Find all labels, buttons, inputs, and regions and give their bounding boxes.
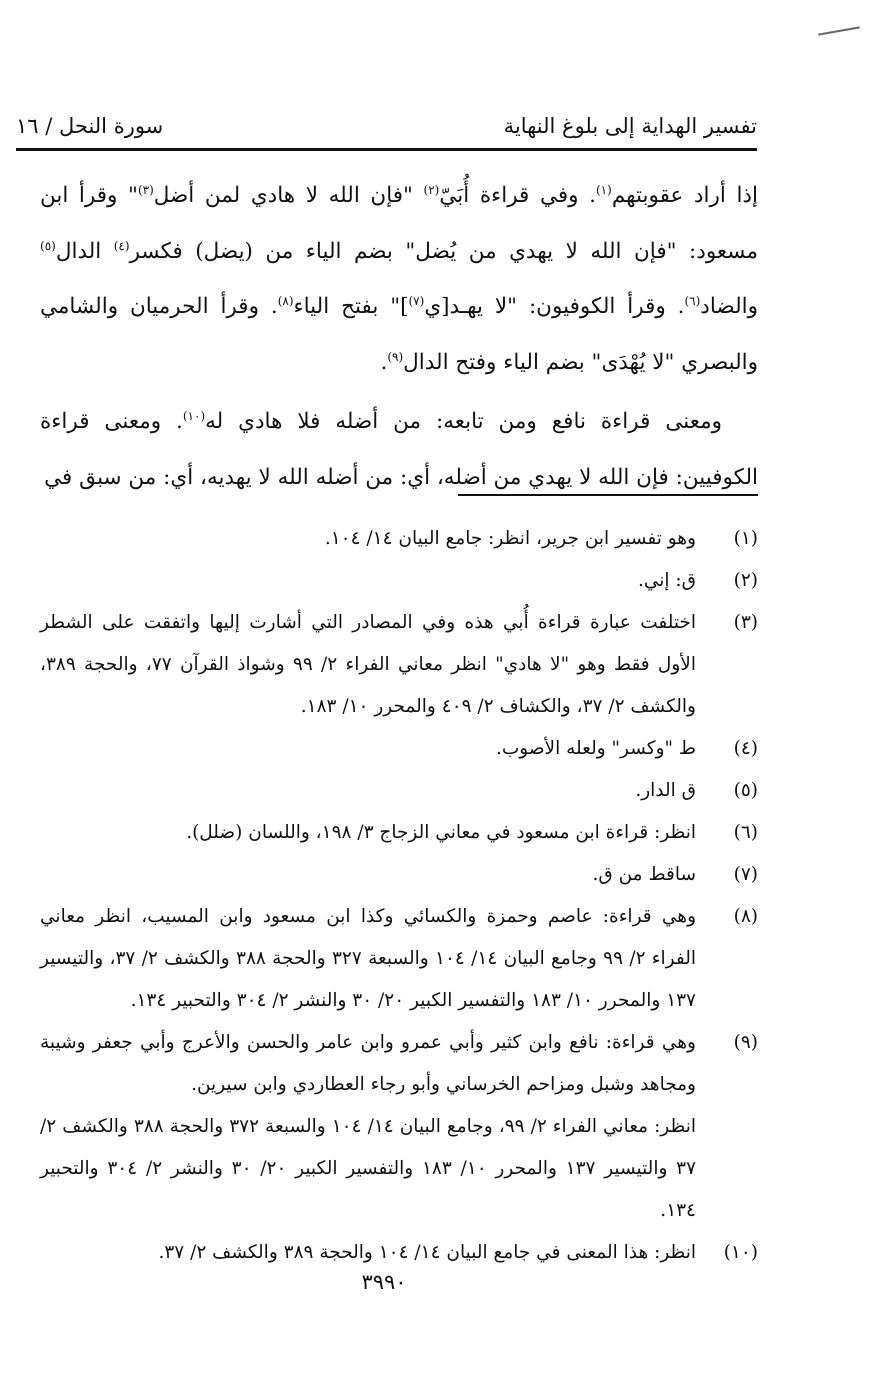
footnote-number: (٥) [733, 780, 758, 801]
footnote-item [40, 770, 758, 812]
footnote-text: ط "وكسر" ولعله الأصوب. [495, 738, 696, 759]
footnote-text: ق: إني. [637, 570, 696, 591]
footnote-number: (٢) [733, 570, 758, 591]
text-run: ومعنى قراءة نافع ومن تابعه: من أضله فلا هادي له [205, 409, 723, 434]
footnote-item [40, 560, 758, 602]
page-number: ٣٩٩٠ [361, 1270, 407, 1294]
footnote-number: (٤) [733, 738, 758, 759]
footnote-ref[interactable]: (٩) [387, 349, 404, 364]
footnote-item [40, 854, 758, 896]
footnote-text-continued: انظر: معاني الفراء ٢/ ٩٩، وجامع البيان ١٤/ ١٠٤ والسبعة ٣٧٢ والحجة ٣٨٨ والكشف ٢/ ٣٧ والتيسير ١٣٧ والمحرر ١٠/ ١٨٣ والتفسير الكبير ٢٠/ ٣٠ والنشر ٢/ ٣٠٤ والتحبير ١٣٤. [40, 1116, 697, 1221]
footnote-ref[interactable]: (٥) [40, 238, 56, 253]
footnote-text: انظر: قراءة ابن مسعود في معاني الزجاج ٣/ ١٩٨، واللسان (ضلل). [186, 822, 696, 843]
paragraph-2 [40, 394, 758, 505]
footnote-item [40, 896, 758, 1022]
footnote-ref[interactable]: (١٠) [182, 408, 206, 423]
footnote-ref[interactable]: (١) [595, 182, 612, 197]
footnote-number: (١) [733, 528, 758, 549]
footnote-ref[interactable]: (٢) [423, 182, 440, 197]
footnote-text: وهو تفسير ابن جرير، انظر: جامع البيان ١٤/ ١٠٤. [324, 528, 696, 549]
footnote-item [40, 602, 758, 728]
footnote-ref[interactable]: (٧) [408, 293, 425, 308]
text-run: والضاد [700, 294, 758, 319]
text-run: . وفي قراءة أُبَيّ [439, 183, 596, 208]
surah-title: سورة النحل / ١٦ [16, 114, 164, 138]
footnote-item [40, 518, 758, 560]
text-run: . وقرأ الحرميان والشامي والبصري "لا يُهْدَى" بضم الياء وفتح الدال [40, 294, 758, 375]
footnote-ref[interactable]: (٣) [137, 182, 154, 197]
text-run: إذا أراد عقوبتهم [611, 183, 758, 208]
footnote-ref[interactable]: (٦) [684, 293, 701, 308]
footnotes-list [40, 518, 758, 1274]
footnote-item [40, 1022, 758, 1232]
footnote-item [40, 812, 758, 854]
text-run: " وقرأ ابن مسعود: "فإن الله لا يهدي من يُضل" بضم الياء من (يضل) فكسر [40, 183, 758, 264]
running-header [16, 110, 757, 146]
text-run: . ومعنى قراءة الكوفيين: فإن الله لا يهدي من أضله، أي: من أضله الله لا يهديه، أي: من سبق في [40, 409, 758, 490]
main-text [40, 168, 758, 505]
text-run: الدال [55, 238, 114, 264]
footnote-number: (٦) [733, 822, 758, 843]
text-run: ]" بفتح الياء [293, 294, 409, 319]
footnote-item [40, 728, 758, 770]
footnote-divider [458, 494, 758, 496]
text-run: . وقرأ الكوفيون: "لا يهـد[ي [424, 294, 685, 319]
footnote-number: (٣) [733, 612, 758, 633]
footnote-ref[interactable]: (٤) [113, 238, 130, 253]
footnote-text: ق الدار. [635, 780, 696, 801]
footnote-text: اختلفت عبارة قراءة أُبي هذه وفي المصادر التي أشارت إليها واتفقت على الشطر الأول فقط وهو "لا هادي" انظر معاني الفراء ٢/ ٩٩ وشواذ القرآن ٧٧، والحجة ٣٨٩، والكشف ٢/ ٣٧، والكشاف ٢/ ٤٠٩ والمحرر ١٠/ ١٨٣. [40, 612, 696, 717]
footnote-text: وهي قراءة: نافع وابن كثير وأبي عمرو وابن عامر والحسن والأعرج وأبي جعفر وشيبة ومجاهد وشبل ومزاحم الخرساني وأبو رجاء العطاردي وابن سيرين. [40, 1032, 696, 1095]
text-run: "فإن الله لا هادي لمن أضل [153, 183, 424, 208]
footnote-number: (٨) [733, 906, 758, 927]
text-run: . [380, 349, 388, 375]
footnote-ref[interactable]: (٨) [277, 293, 294, 308]
footnote-number: (٩) [733, 1032, 758, 1053]
book-title: تفسير الهداية إلى بلوغ النهاية [503, 114, 757, 138]
footnote-number: (١٠) [723, 1242, 758, 1263]
footnote-number: (٧) [733, 864, 758, 885]
footnote-text: انظر: هذا المعنى في جامع البيان ١٤/ ١٠٤ والحجة ٣٨٩ والكشف ٢/ ٣٧. [158, 1242, 696, 1263]
header-divider [16, 148, 757, 151]
footnote-item [40, 1232, 758, 1274]
paragraph-1 [40, 168, 758, 390]
footnote-text: وهي قراءة: عاصم وحمزة والكسائي وكذا ابن مسعود وابن المسيب، انظر معاني الفراء ٢/ ٩٩ وجامع البيان ١٤/ ١٠٤ والسبعة ٣٢٧ والحجة ٣٨٨ والكشف ٢/ ٣٧، والتيسير ١٣٧ والمحرر ١٠/ ١٨٣ والتفسير الكبير ٢٠/ ٣٠ والنشر ٢/ ٣٠٤ والتحبير ١٣٤. [40, 906, 696, 1011]
footnote-text: ساقط من ق. [592, 864, 696, 885]
scan-mark [818, 26, 860, 35]
